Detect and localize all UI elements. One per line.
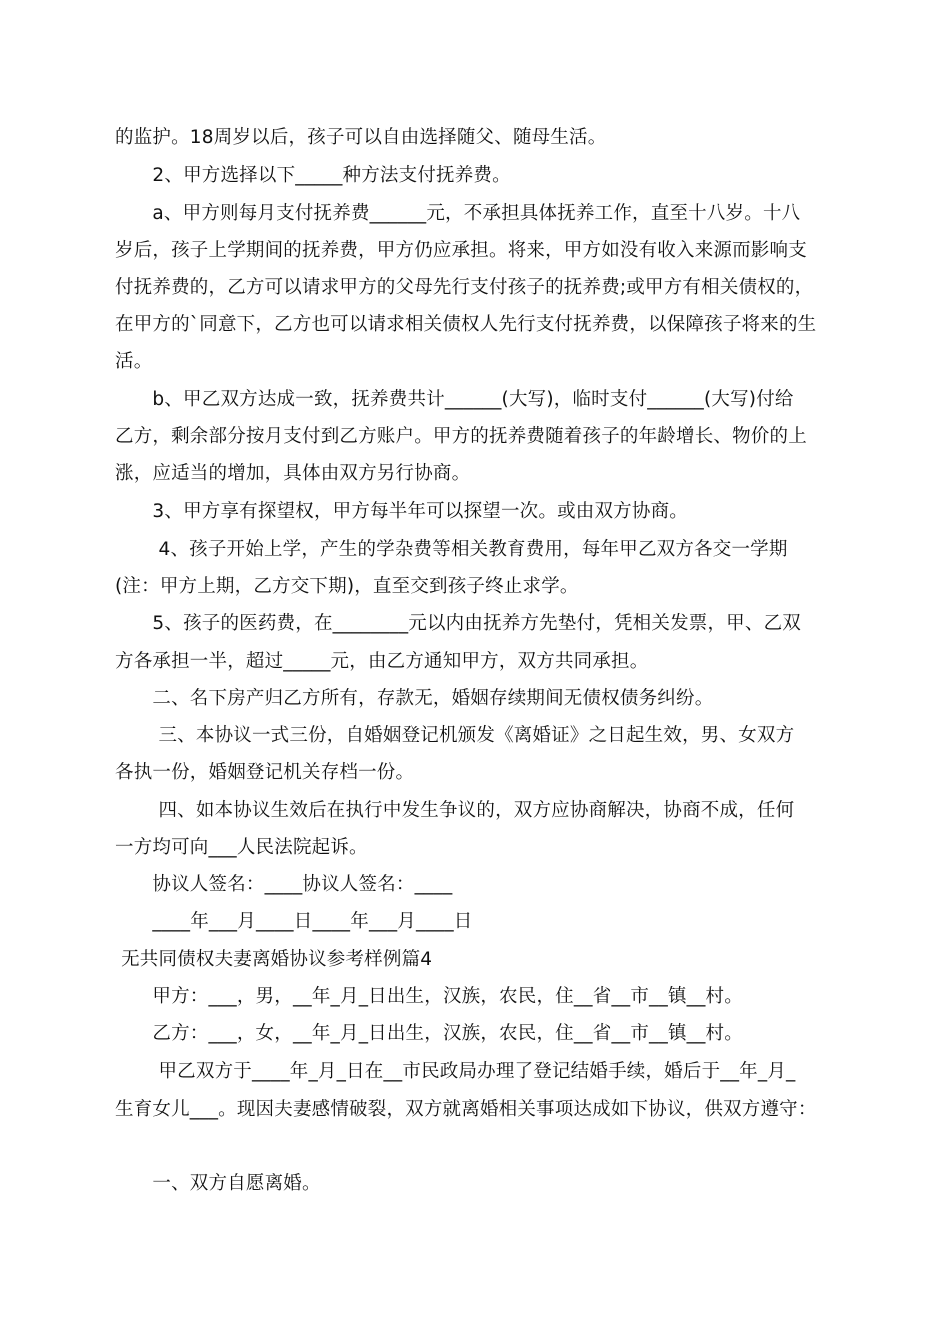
paragraph-line: a、甲方则每月支付抚养费______元，不承担具体抚养工作，直至十八岁。十八 (115, 203, 801, 224)
signature-line: 协议人签名：____协议人签名：____ (115, 874, 453, 895)
paragraph-line: 方各承担一半，超过_____元，由乙方通知甲方，双方共同承担。 (115, 651, 649, 672)
paragraph-line: 一方均可向___人民法院起诉。 (115, 837, 368, 858)
paragraph-line: (注：甲方上期，乙方交下期)，直至交到孩子终止求学。 (115, 576, 579, 597)
paragraph-line: 乙方，剩余部分按月支付到乙方账户。甲方的抚养费随着孩子的年龄增长、物价的上 (115, 426, 807, 447)
paragraph-line: 付抚养费的，乙方可以请求甲方的父母先行支付孩子的抚养费;或甲方有相关债权的， (115, 277, 814, 298)
paragraph-line: 岁后，孩子上学期间的抚养费，甲方仍应承担。将来，甲方如没有收入来源而影响支 (115, 240, 807, 261)
paragraph-line: 生育女儿___。现因夫妻感情破裂，双方就离婚相关事项达成如下协议，供双方遵守： (115, 1099, 817, 1120)
section-heading: 无共同债权夫妻离婚协议参考样例篇4 (115, 949, 433, 970)
paragraph-line: 5、孩子的医药费，在________元以内由抚养方先垫付，凭相关发票，甲、乙双 (115, 613, 801, 634)
date-line: ____年___月____日____年___月____日 (115, 911, 473, 932)
paragraph-line: 一、双方自愿离婚。 (115, 1173, 321, 1194)
paragraph-line: 乙方：___，女，__年_月_日出生，汉族，农民，住__省__市__镇__村。 (115, 1023, 743, 1044)
paragraph-line: 三、本协议一式三份，自婚姻登记机颁发《离婚证》之日起生效，男、女双方 (115, 725, 795, 746)
paragraph-line: 各执一份，婚姻登记机关存档一份。 (115, 762, 415, 783)
paragraph-line: 4、孩子开始上学，产生的学杂费等相关教育费用，每年甲乙双方各交一学期 (115, 539, 788, 560)
paragraph-line: 在甲方的`同意下，乙方也可以请求相关债权人先行支付抚养费，以保障孩子将来的生 (115, 314, 817, 335)
paragraph-line: b、甲乙双方达成一致，抚养费共计______(大写)，临时支付______(大写)付给 (115, 389, 794, 410)
paragraph-line: 2、甲方选择以下_____种方法支付抚养费。 (115, 165, 511, 186)
paragraph-line: 甲乙双方于____年_月_日在__市民政局办理了登记结婚手续，婚后于__年_月_ (115, 1061, 796, 1082)
paragraph-line: 3、甲方享有探望权，甲方每半年可以探望一次。或由双方协商。 (115, 501, 688, 522)
paragraph-line: 四、如本协议生效后在执行中发生争议的，双方应协商解决，协商不成，任何 (115, 800, 795, 821)
paragraph-line: 的监护。18周岁以后，孩子可以自由选择随父、随母生活。 (115, 127, 607, 148)
paragraph-line: 二、名下房产归乙方所有，存款无，婚姻存续期间无债权债务纠纷。 (115, 688, 714, 709)
paragraph-line: 活。 (115, 351, 153, 372)
paragraph-line: 涨，应适当的增加，具体由双方另行协商。 (115, 463, 471, 484)
paragraph-line: 甲方：___，男，__年_月_日出生，汉族，农民，住__省__市__镇__村。 (115, 986, 743, 1007)
